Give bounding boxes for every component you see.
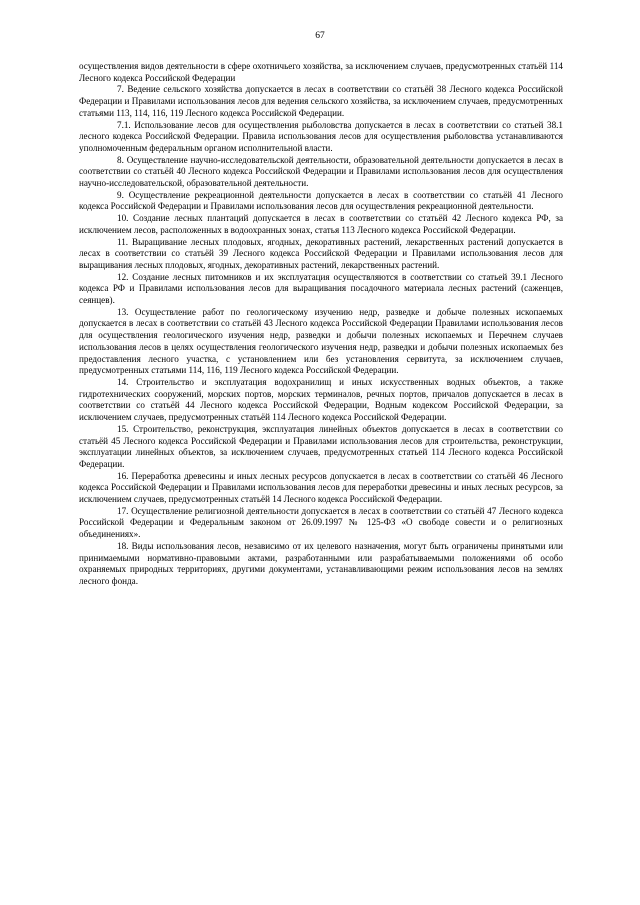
- paragraph-continuation: осуществления видов деятельности в сфере охотничьего хозяйства, за исключением случаев, предусмотренных статьёй 114 Лесного кодекса Российской Федерации: [79, 61, 563, 83]
- paragraph-14: 14. Строительство и эксплуатация водохранилищ и иных искусственных водных объектов, а также гидротехнических сооружений, морских портов, морских терминалов, речных портов, причалов допускается в лесах в соответствии со статьёй 44 Лесного кодекса Российской Федерации, Водным кодексом Российской Федерации, за исключением случаев, предусмотренных статьёй 114 Лесного кодекса Российской Федерации.: [79, 376, 563, 423]
- paragraph-15: 15. Строительство, реконструкция, эксплуатация линейных объектов допускается в лесах в соответствии со статьёй 45 Лесного кодекса Российской Федерации и Правилами использования лесов для строительства, реконструкции, эксплуатации линейных объектов, за исключением случаев, предусмотренных статьей 114 Лесного кодекса Российской Федерации.: [79, 423, 563, 469]
- paragraph-13: 13. Осуществление работ по геологическому изучению недр, разведке и добыче полезных ископаемых допускается в лесах в соответствии со статьёй 43 Лесного кодекса Российской Федерации Правилами использования лесов для осуществления геологического изучения недр, разведки и добычи полезных ископаемых и Перечнем случаев использования лесов в целях осуществления геологического изучения недр, разведки и добычи полезных ископаемых без предоставления лесного участка, с установлением или без установления сервитута, за исключением случаев, предусмотренных статьями 114, 116, 119 Лесного кодекса Российской Федерации.: [79, 306, 563, 376]
- paragraph-12: 12. Создание лесных питомников и их эксплуатация осуществляются в соответствии со статьей 39.1 Лесного кодекса РФ и Правилами использования лесов для выращивания посадочного материала лесных растений (саженцев, сеянцев).: [79, 271, 563, 306]
- paragraph-17: 17. Осуществление религиозной деятельности допускается в лесах в соответствии со статьёй 47 Лесного кодекса Российской Федерации и Федеральным законом от 26.09.1997 № 125-ФЗ «О свободе совести и о религиозных объединениях».: [79, 505, 563, 540]
- paragraph-9: 9. Осуществление рекреационной деятельности допускается в лесах в соответствии со статьёй 41 Лесного кодекса Российской Федерации и Правилами использования лесов для осуществления рекреационной деятельности.: [79, 189, 563, 212]
- paragraph-8: 8. Осуществление научно-исследовательской деятельности, образовательной деятельности допускается в лесах в соответствии со статьёй 40 Лесного кодекса Российской Федерации и Правилами использования лесов для осуществления научно-исследовательской, образовательной деятельности.: [79, 154, 563, 189]
- page-number: 67: [315, 31, 325, 41]
- paragraph-10: 10. Создание лесных плантаций допускается в лесах в соответствии со статьёй 42 Лесного кодекса РФ, за исключением лесов, расположенных в водоохранных зонах, статья 113 Лесного кодекса Российской Федерации.: [79, 213, 563, 235]
- paragraph-7: 7. Ведение сельского хозяйства допускается в лесах в соответствии со статьёй 38 Лесного кодекса Российской Федерации и Правилами использования лесов для ведения сельского хозяйства, за исключением случаев, предусмотренных статьями 113, 114, 116, 119 Лесного кодекса Российской Федерации.: [79, 84, 563, 118]
- paragraph-18: 18. Виды использования лесов, независимо от их целевого назначения, могут быть ограничены принятыми или принимаемыми нормативно-правовыми актами, разработанными или разрабатываемыми положениями об особо охраняемых природных территориях, другими документами, устанавливающими режим использования лесов на землях лесного фонда.: [79, 540, 563, 586]
- paragraph-16: 16. Переработка древесины и иных лесных ресурсов допускается в лесах в соответствии со статьёй 46 Лесного кодекса Российской Федерации и Правилами использования лесов для переработки древесины и иных лесных ресурсов, за исключением случаев, предусмотренных статьёй 14 Лесного кодекса Российской Федерации.: [79, 470, 563, 505]
- paragraph-11: 11. Выращивание лесных плодовых, ягодных, декоративных растений, лекарственных растений допускается в лесах в соответствии со статьёй 39 Лесного кодекса Российской Федерации и Правилами использования лесов для выращивания лесных плодовых, ягодных, декоративных растений, лекарственных растений.: [79, 236, 563, 270]
- document-body: [79, 61, 563, 588]
- paragraph-7-1: 7.1. Использование лесов для осуществления рыболовства допускается в лесах в соответствии со статьей 38.1 лесного кодекса Российской Федерации. Правила использования лесов для осуществления рыболовства устанавливаются уполномоченным федеральным органом исполнительной власти.: [79, 119, 563, 153]
